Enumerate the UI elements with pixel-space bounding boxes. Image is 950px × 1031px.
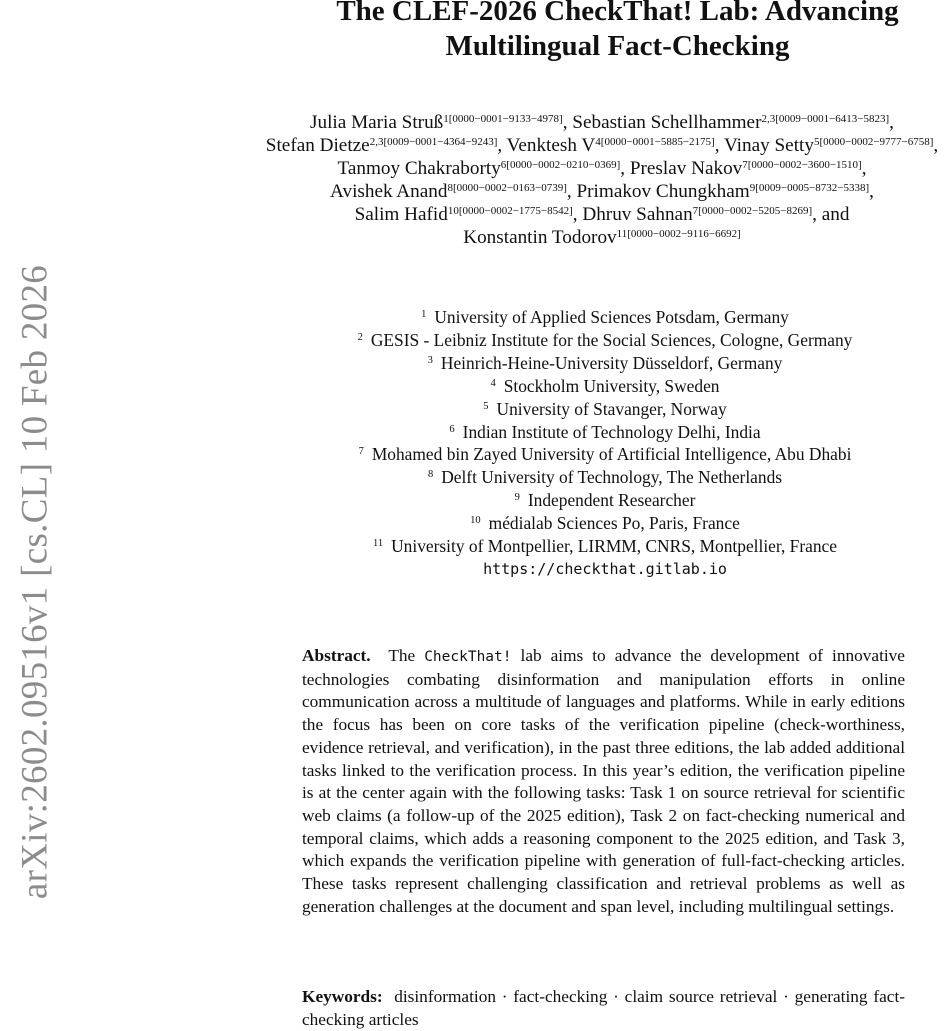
author: Tanmoy Chakraborty$^{6[0000-0002-0210-0369]}$	[337, 158, 621, 179]
author: Preslav Nakov$^{7[0000-0002-3600-1510]}$	[629, 158, 862, 179]
abstract-label: Abstract.	[302, 646, 371, 665]
affiliation: $^{10}$ médialab Sciences Po, Paris, France	[470, 513, 740, 534]
keywords	[302, 986, 905, 1031]
arxiv-identifier: arXiv:2602.09516v1 [cs.CL] 10 Feb 2026	[14, 264, 56, 900]
author-affiliation-marker: 10[0000−0002−1775−8542]	[447, 205, 573, 217]
author-affiliation-marker: 4[0000−0001−5885−2175]	[595, 136, 715, 148]
title-line-1: The CLEF-2026 CheckThat! Lab: Advancing	[336, 0, 899, 27]
author-affiliation-marker: 1[0000−0001−9133−4978]	[443, 113, 563, 125]
author-affiliation-marker: 9[0009−0005−8732−5338]	[749, 182, 870, 194]
author-affiliation-marker: 5[0000−0002−9777−6758]	[813, 136, 934, 148]
author: Primakov Chungkham$^{9[0009-0005-8732-5338]}$	[576, 181, 870, 202]
author: Salim Hafid$^{10[0000-0002-1775-8542]}$	[354, 204, 573, 225]
author-affiliation-marker: 6[0000−0002−0210−0369]	[500, 159, 621, 171]
affiliation-list	[255, 306, 950, 581]
author-list: Julia Maria Struß$^{1[0000-0001-9133-4978]}$, Sebastian Schellhammer$^{2,3[0009-0001-6413-5823]}$, Stefan Dietze$^{2,3[0009-0001-4364-9243]}$, Venktesh $V^{4[0000-0001-5885-2175]}$, Vinay Setty$^{5[0000-0002-9777-6758]}$, Tanmoy Chakraborty$^{6[0000-0002-0210-0369]}$, Preslav Nakov$^{7[0000-0002-3600-1510]}$, Avishek Anand$^{8[0000-0002-0163-0739]}$, Primakov Chungkham$^{9[0009-0005-8732-5338]}$, Salim Hafid$^{10[0000-0002-1775-8542]}$, Dhruv Sahnan$^{7[0000-0002-5205-8269]}$, and Konstantin Todorov$^{11[0000-0002-9116-6692]}$	[265, 112, 939, 248]
abstract-body: lab aims to advance the development of innovative technologies combating disinformation and manipulation efforts in online communication across a multitude of languages and platforms. While in early editions the focus has been on core tasks of the verification pipeline (check-worthiness, evidence retrieval, and verification), in the past three editions, the lab added additional tasks linked to the verification process. In this year’s edition, the verification pipeline is at the center again with the following tasks: Task 1 on source retrieval for scientific web claims (a follow-up of the 2025 edition), Task 2 on fact-checking numerical and temporal claims, which adds a reasoning component to the 2025 edition, and Task 3, which expands the verification pipeline with generation of full-fact-checking articles. These tasks represent challenging classification and retrieval problems as well as generation challenges at the document and span level, including multilingual settings.	[302, 646, 905, 916]
author-affiliation-marker: 2,3[0009−0001−6413−5823]	[761, 113, 890, 125]
affiliation: $^1$ University of Applied Sciences Potsdam, Germany	[421, 307, 789, 327]
author: Sebastian Schellhammer$^{2,3[0009-0001-6413-5823]}$	[572, 112, 890, 133]
author-affiliation-marker: 8[0000−0002−0163−0739]	[447, 182, 567, 194]
author: Konstantin Todorov$^{11[0000-0002-9116-6692]}$	[463, 227, 741, 248]
author: Vinay Setty$^{5[0000-0002-9777-6758]}$	[723, 135, 934, 156]
author-affiliation-marker: 7[0000−0002−3600−1510]	[742, 159, 862, 171]
author: Dhruv Sahnan$^{7[0000-0002-5205-8269]}$	[582, 204, 813, 225]
affiliation: $^5$ University of Stavanger, Norway	[483, 398, 727, 419]
affiliation: $^4$ Stockholm University, Sweden	[490, 375, 720, 396]
lab-name: CheckThat!	[424, 649, 512, 665]
title-line-2: Multilingual Fact-Checking	[445, 30, 790, 62]
author-affiliation-marker: 2,3[0009−0001−4364−9243]	[369, 136, 498, 148]
author: Julia Maria Struß$^{1[0000-0001-9133-4978]}$	[310, 112, 563, 133]
affiliation: $^7$ Mohamed bin Zayed University of Artificial Intelligence, Abu Dhabi	[358, 444, 852, 465]
author: Venktesh $V^{4[0000-0001-5885-2175]}$	[506, 135, 715, 156]
arxiv-sidebar	[0, 0, 60, 1029]
keywords-text: disinformation · fact-checking · claim source retrieval · generating fact-checking articles	[302, 987, 905, 1029]
author-affiliation-marker: 7[0000−0002−5205−8269]	[692, 205, 813, 217]
paper-title	[255, 0, 950, 64]
author: Stefan Dietze$^{2,3[0009-0001-4364-9243]}$	[265, 135, 498, 156]
affiliation: $^3$ Heinrich-Heine-University Düsseldorf, Germany	[427, 352, 783, 373]
affiliation: $^8$ Delft University of Technology, The Netherlands	[427, 467, 783, 488]
author-affiliation-marker: 11[0000−0002−9116−6692]	[616, 228, 741, 240]
author: Avishek Anand$^{8[0000-0002-0163-0739]}$	[330, 181, 567, 202]
abstract: Abstract. The CheckThat! lab aims to advance the development of innovative technologies combating disinformation and manipulation efforts in online communication across a multitude of languages and platforms. While in early editions the focus has been on core tasks of the verification pipeline (check-worthiness, evidence retrieval, and verification), in the past three editions, the lab added additional tasks linked to the verification process. In this year’s edition, the verification pipeline is at the center again with the following tasks: Task 1 on source retrieval for scientific web claims (a follow-up of the 2025 edition), Task 2 on fact-checking numerical and temporal claims, which adds a reasoning component to the 2025 edition, and Task 3, which expands the verification pipeline with generation of full-fact-checking articles. These tasks represent challenging classification and retrieval problems as well as generation challenges at the document and span level, including multilingual settings.	[302, 646, 905, 916]
affiliation: $^6$ Indian Institute of Technology Delhi, India	[449, 421, 761, 442]
affiliation: $^9$ Independent Researcher	[514, 490, 696, 511]
affiliation: $^2$ GESIS - Leibniz Institute for the Social Sciences, Cologne, Germany	[357, 329, 853, 350]
lab-url-link[interactable]: https://checkthat.gitlab.io	[483, 559, 727, 578]
keywords-label: Keywords:	[302, 987, 383, 1006]
affiliation: $^{11}$ University of Montpellier, LIRMM, CNRS, Montpellier, France	[372, 536, 837, 557]
